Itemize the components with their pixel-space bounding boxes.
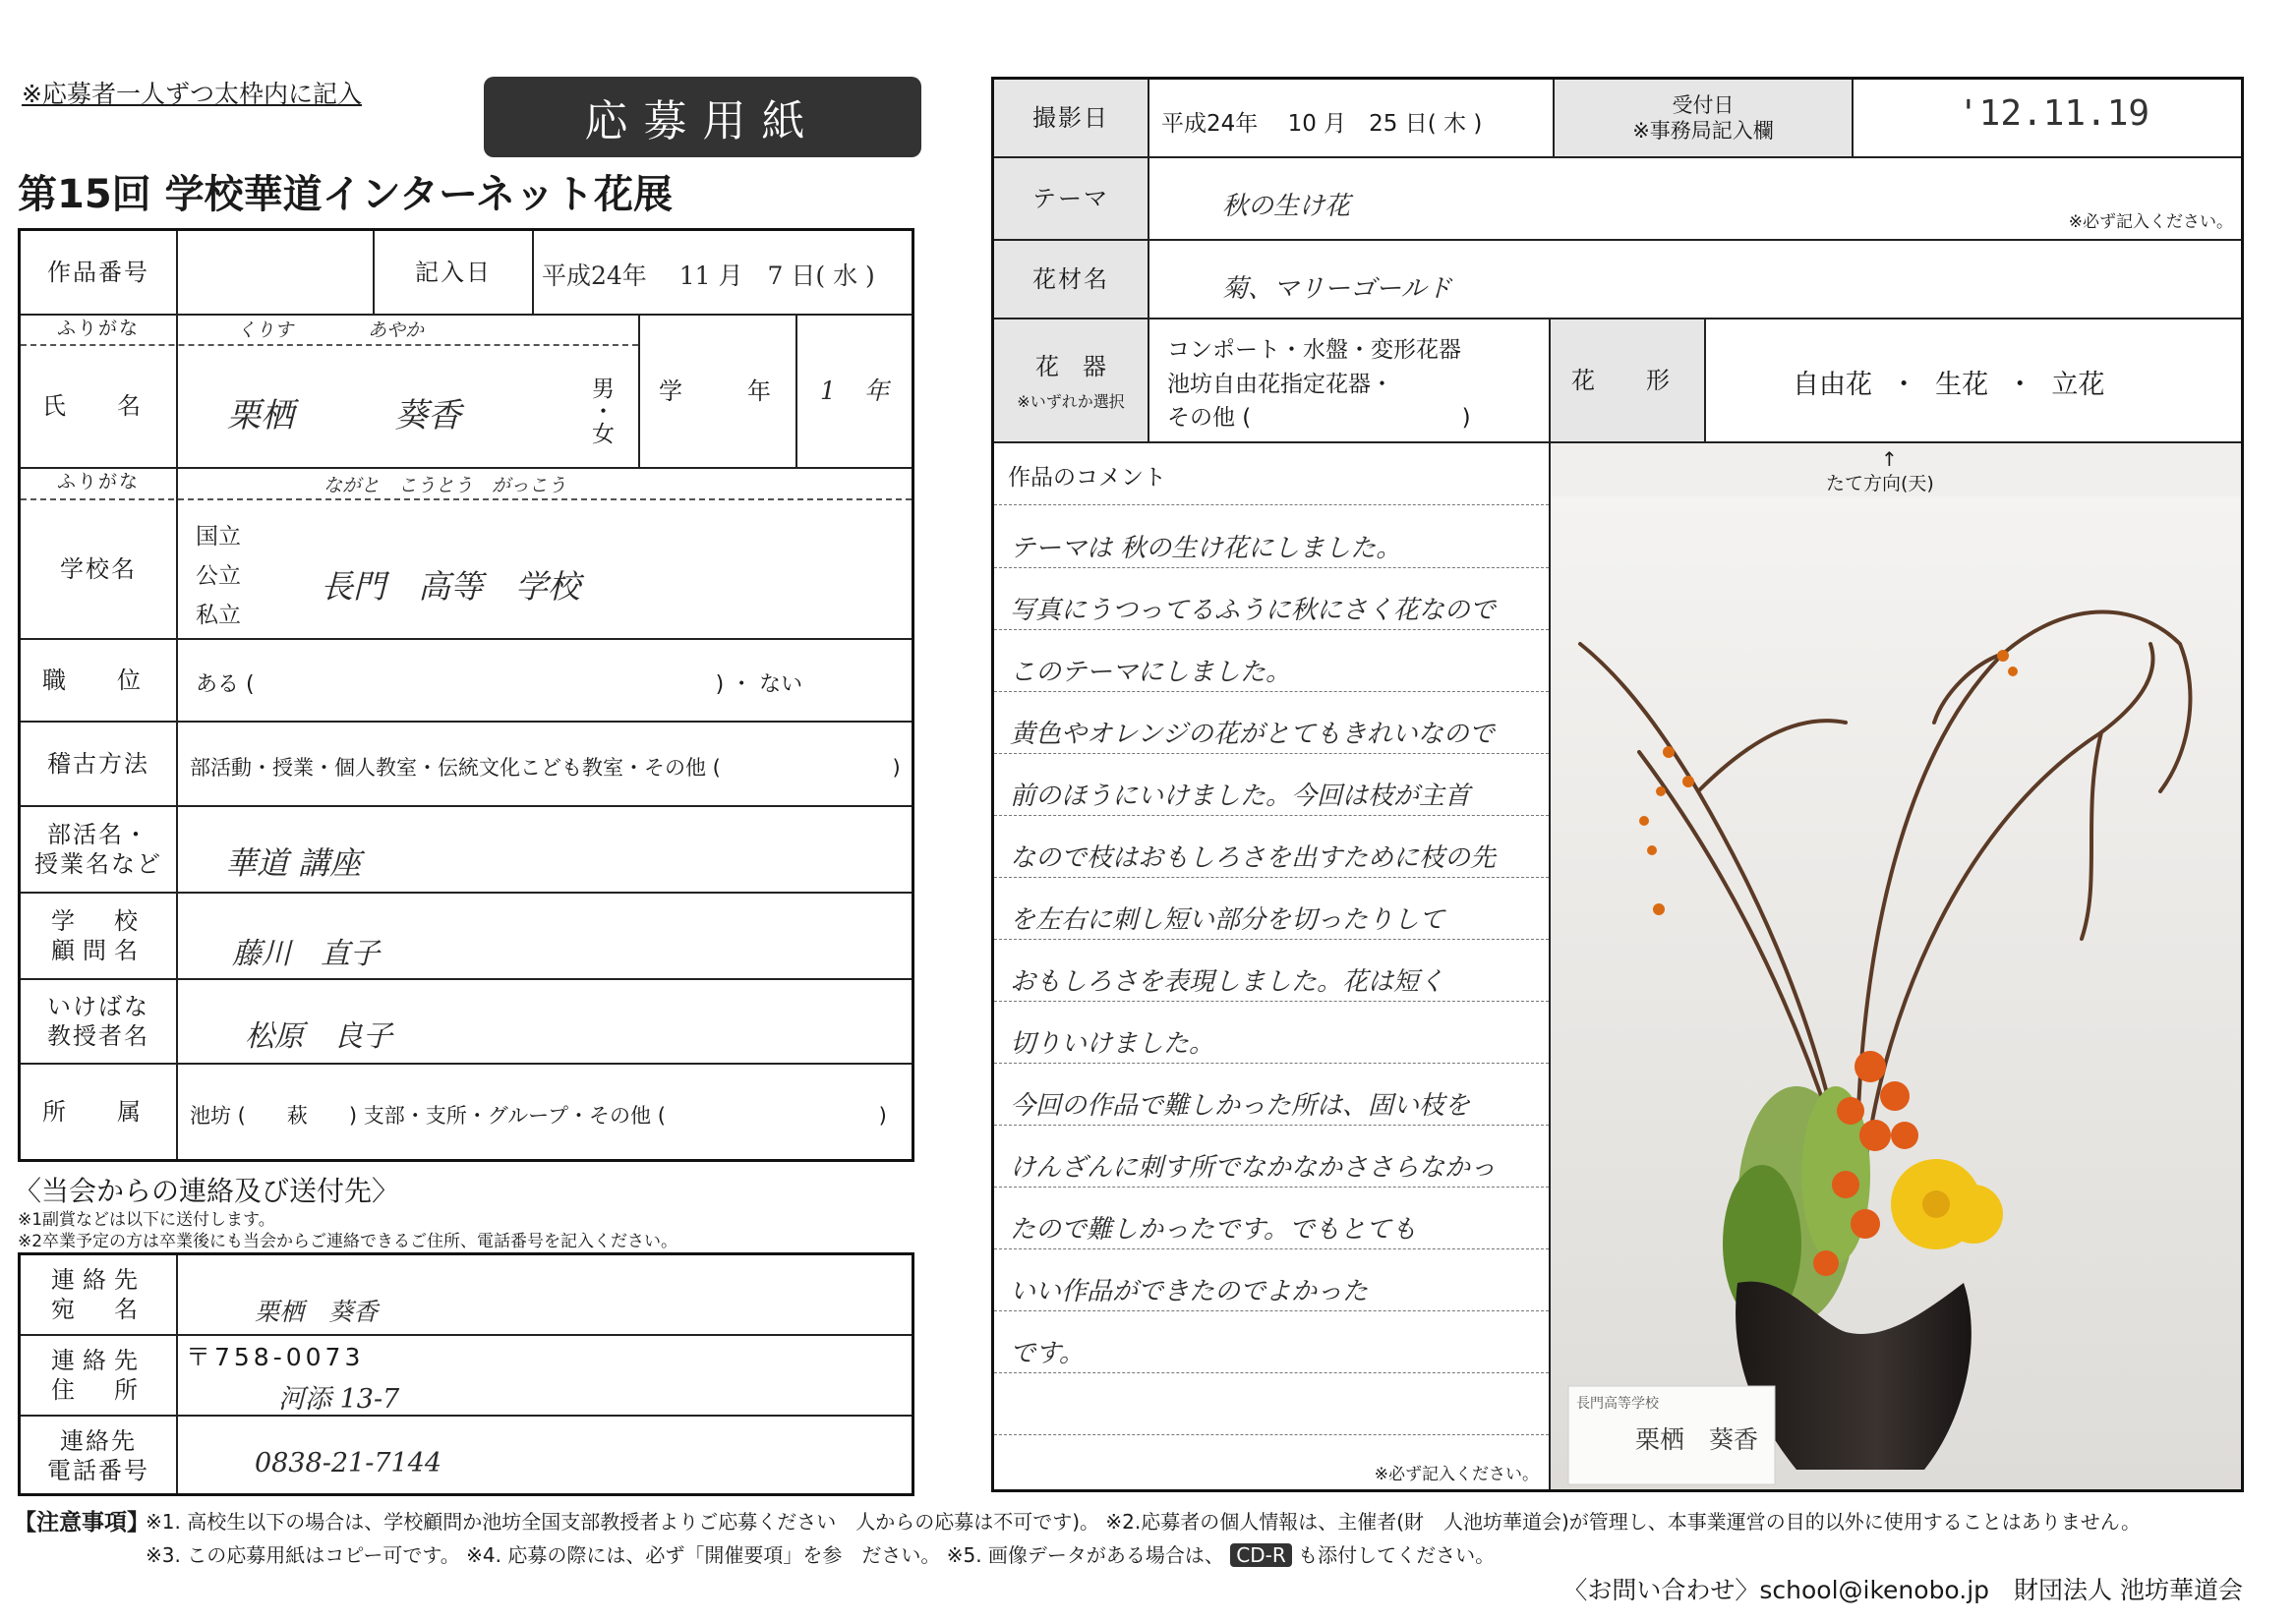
name-card-school: 長門高等学校 — [1576, 1396, 1659, 1412]
practice-field[interactable]: 部活動・授業・個人教室・伝統文化こども教室・その他 ( ) — [190, 756, 901, 780]
entry-date-label: 記入日 — [415, 259, 492, 286]
school-label: 学校名 — [60, 555, 137, 583]
material-label: 花材名 — [994, 241, 1148, 318]
footer-notes-label: 【注意事項】 — [14, 1510, 149, 1536]
address-label: 連絡先 住 所 — [51, 1347, 146, 1404]
grade-field[interactable]: 1 年 — [820, 377, 891, 406]
footer-note-line-2-tail: も添付してください。 — [1298, 1543, 1496, 1567]
advisor-field[interactable]: 藤川 直子 — [232, 937, 380, 971]
club-label: 部活名・ 授業名など — [34, 821, 162, 878]
comment-line: けんざんに刺す所でなかなかささらなかっ — [1010, 1153, 1497, 1183]
position-label: 職 位 — [42, 667, 154, 694]
theme-label: テーマ — [994, 158, 1148, 239]
style-options[interactable]: 自由花 ・ 生花 ・ 立花 — [1793, 370, 2105, 400]
teacher-field[interactable]: 松原 良子 — [245, 1019, 392, 1054]
comment-line: なので枝はおもしろさを出すために枝の先 — [1010, 843, 1497, 873]
photo-panel — [1551, 443, 2241, 1489]
gender-select[interactable]: 男・女 — [588, 377, 614, 444]
phone-field[interactable]: 0838-21-7144 — [255, 1448, 442, 1478]
comment-line: おもしろさを表現しました。花は短く — [1010, 967, 1445, 997]
photo-date-field[interactable]: 平成24年 10 月 25 日( 木 ) — [1161, 111, 1483, 137]
contact-note-2: ※2卒業予定の方は卒業後にも当会からご連絡できるご住所、電話番号を記入ください。 — [18, 1232, 678, 1251]
instruction-text: ※応募者一人ずつ太枠内に記入 — [22, 80, 362, 108]
comment-line: 黄色やオレンジの花がとてもきれいなので — [1010, 720, 1495, 749]
school-type-private[interactable]: 私立 — [196, 603, 241, 628]
grade-label: 学 年 — [659, 377, 777, 405]
event-title: 第15回 学校華道インターネット花展 — [18, 172, 673, 217]
comment-line: を左右に刺し短い部分を切ったりして — [1010, 905, 1445, 935]
footer-note-line-1: ※1. 高校生以下の場合は、学校顧問か池坊全国支部教授者よりご応募ください 人からの応募は不可です)。 ※2.応募者の個人情報は、主催者(財 人池坊華道会)が管理し、本事業運営の目的以外に使用することはありません。 — [146, 1510, 2142, 1534]
comment-line: 今回の作品で難しかった所は、固い枝を — [1010, 1091, 1471, 1121]
form-title: 応募用紙 — [584, 96, 821, 146]
vessel-label-cell — [994, 319, 1148, 441]
orientation-arrow-icon: ↑ — [1881, 447, 1898, 471]
comment-required-note: ※必ず記入ください。 — [1374, 1465, 1539, 1484]
comment-line: 写真にうつってるふうに秋にさく花なので — [1010, 596, 1496, 625]
vessel-label: 花 器 — [1035, 353, 1106, 380]
contact-note-1: ※1副賞などは以下に送付します。 — [18, 1210, 275, 1230]
work-number-label: 作品番号 — [47, 259, 149, 286]
furigana-school-field[interactable]: ながと こうとう がっこう — [324, 475, 567, 496]
advisor-label: 学 校 顧問名 — [51, 907, 146, 964]
received-stamp: '12.11.19 — [1958, 93, 2150, 134]
comment-label: 作品のコメント — [1008, 465, 1166, 491]
furigana-label: ふりがな — [56, 318, 140, 340]
comment-line: テーマは 秋の生け花にしました。 — [1010, 534, 1402, 563]
vessel-options[interactable]: コンポート・水盤・変形花器 池坊自由花指定花器・ その他 ( ) — [1167, 337, 1471, 431]
theme-required-note: ※必ず記入ください。 — [2068, 212, 2233, 232]
address-field[interactable]: 河添 13-7 — [278, 1384, 400, 1415]
photo-date-label: 撮影日 — [994, 80, 1148, 156]
teacher-label: いけばな 教授者名 — [47, 993, 149, 1050]
material-field[interactable]: 菊、マリーゴールド — [1222, 274, 1452, 304]
name-card-name: 栗栖 葵香 — [1635, 1425, 1759, 1454]
comment-line: 切りいけました。 — [1010, 1029, 1215, 1059]
footer-note-line-2 — [146, 1539, 1495, 1568]
ikebana-photo — [1551, 496, 2241, 1489]
vessel-note: ※いずれか選択 — [1017, 392, 1125, 411]
style-label: 花 形 — [1551, 319, 1704, 441]
contact-table — [18, 1252, 914, 1496]
entry-date-field[interactable]: 平成24年 11 月 7 日( 水 ) — [542, 261, 875, 290]
position-field[interactable]: ある ( ) ・ ない — [196, 672, 803, 697]
club-field[interactable]: 華道 講座 — [225, 844, 362, 882]
practice-label: 稽古方法 — [47, 750, 149, 778]
addressee-label: 連絡先 宛 名 — [51, 1266, 146, 1323]
left-form — [18, 228, 914, 1162]
furigana-school-label: ふりがな — [56, 471, 140, 493]
comment-panel — [994, 443, 1549, 1489]
name-label: 氏 名 — [42, 392, 154, 420]
phone-label: 連絡先 電話番号 — [47, 1427, 149, 1484]
theme-field[interactable]: 秋の生け花 — [1222, 192, 1351, 221]
comment-line: このテーマにしました。 — [1010, 658, 1292, 687]
postal-field[interactable]: 〒758-0073 — [186, 1343, 365, 1371]
name-field[interactable]: 栗栖 葵香 — [227, 396, 461, 435]
comment-line: たので難しかったです。でもとても — [1010, 1215, 1417, 1245]
school-name-field[interactable]: 長門 高等 学校 — [321, 567, 580, 606]
addressee-field[interactable]: 栗栖 葵香 — [255, 1298, 379, 1326]
right-form — [991, 77, 2244, 1492]
school-type-national[interactable]: 国立 — [196, 524, 241, 550]
comment-line: です。 — [1010, 1339, 1085, 1368]
received-label: 受付日 ※事務局記入欄 — [1555, 80, 1852, 156]
contact-heading: 〈当会からの連絡及び送付先〉 — [14, 1175, 400, 1207]
affiliation-label: 所 属 — [42, 1098, 154, 1126]
comment-line: 前のほうにいけました。今回は枝が主首 — [1010, 782, 1471, 811]
inquiry-contact[interactable]: 〈お問い合わせ〉school@ikenobo.jp 財団法人 池坊華道会 — [1562, 1576, 2243, 1604]
orientation-label: たて方向(天) — [1826, 473, 1934, 494]
footer-note-line-2-text: ※3. この応募用紙はコピー可です。 ※4. 応募の際には、必ず「開催要項」を参 ださい。 ※5. 画像データがある場合は、 — [146, 1543, 1224, 1567]
affiliation-field[interactable]: 池坊 ( 萩 ) 支部・支所・グループ・その他 ( ) — [190, 1104, 887, 1128]
work-number-field[interactable] — [178, 231, 373, 314]
form-title-badge — [484, 77, 921, 157]
comment-line: いい作品ができたのでよかった — [1010, 1277, 1369, 1306]
cdr-badge: CD-R — [1230, 1543, 1291, 1567]
school-type-public[interactable]: 公立 — [196, 563, 241, 589]
furigana-name-field[interactable]: くりす あやか — [237, 319, 425, 341]
